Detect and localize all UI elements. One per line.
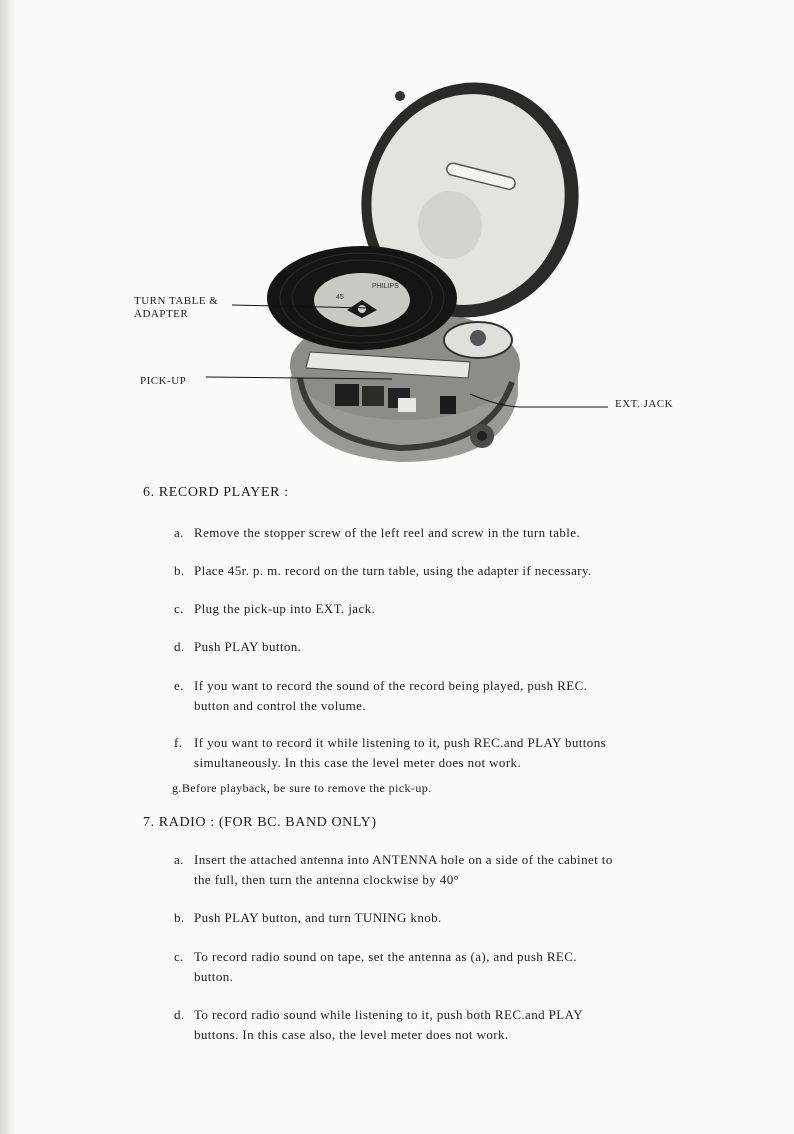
control-button (398, 398, 416, 412)
record-speed-text: 45 (336, 294, 344, 301)
list-item-7d (174, 1005, 583, 1045)
section-6-title: 6. RECORD PLAYER : (143, 485, 289, 500)
list-item-7c (174, 947, 577, 987)
callout-line: ADAPTER (134, 308, 189, 320)
item-text-continued: button. (194, 969, 234, 984)
list-item-6b (174, 561, 592, 581)
item-label: a. (174, 852, 184, 867)
item-label: d. (174, 639, 185, 654)
item-text: Place 45r. p. m. record on the turn table, using the adapter if necessary. (194, 563, 592, 578)
item-text-continued: button and control the volume. (194, 698, 366, 713)
item-text: Plug the pick-up into EXT. jack. (194, 601, 376, 616)
section-7-title: 7. RADIO : (FOR BC. BAND ONLY) (143, 815, 377, 830)
item-label: e. (174, 678, 184, 693)
item-text-continued: simultaneously. In this case the level meter does not work. (194, 755, 522, 770)
item-text: If you want to record the sound of the record being played, push REC. (194, 678, 588, 693)
item-label: d. (174, 1007, 185, 1022)
list-item-6g (172, 778, 432, 798)
item-label: b. (174, 910, 185, 925)
list-item-6c (174, 599, 375, 619)
item-label: f. (174, 735, 183, 750)
list-item-7a (174, 850, 613, 890)
item-text: If you want to record it while listening to it, push REC.and PLAY buttons (194, 735, 607, 750)
item-text: Insert the attached antenna into ANTENNA hole on a side of the cabinet to (194, 852, 613, 867)
item-text: To record radio sound while listening to it, push both REC.and PLAY (194, 1007, 584, 1022)
record-label-text: PHILIPS (372, 283, 399, 290)
list-item-6e (174, 676, 587, 716)
item-text-continued: buttons. In this case also, the level meter does not work. (194, 1027, 509, 1042)
list-item-6f (174, 733, 606, 773)
callout-line: TURN TABLE & (134, 295, 219, 307)
item-text-continued: the full, then turn the antenna clockwise by 40° (194, 872, 460, 887)
pickup-callout: PICK-UP (140, 375, 187, 387)
ext-jack-callout: EXT. JACK (615, 398, 674, 410)
item-label: g. (172, 781, 182, 795)
item-label: a. (174, 525, 184, 540)
list-item-6a (174, 523, 580, 543)
item-text: Push PLAY button, and turn TUNING knob. (194, 910, 442, 925)
item-text: To record radio sound on tape, set the antenna as (a), and push REC. (194, 949, 577, 964)
item-text: Remove the stopper screw of the left reel and screw in the turn table. (194, 525, 581, 540)
item-label: b. (174, 563, 185, 578)
item-text: Before playback, be sure to remove the pick-up. (181, 781, 432, 795)
list-item-7b (174, 908, 442, 928)
turntable-callout (134, 295, 218, 321)
item-label: c. (174, 601, 184, 616)
record-player-photo (0, 0, 794, 470)
item-label: c. (174, 949, 184, 964)
list-item-6d (174, 637, 301, 657)
item-text: Push PLAY button. (194, 639, 302, 654)
